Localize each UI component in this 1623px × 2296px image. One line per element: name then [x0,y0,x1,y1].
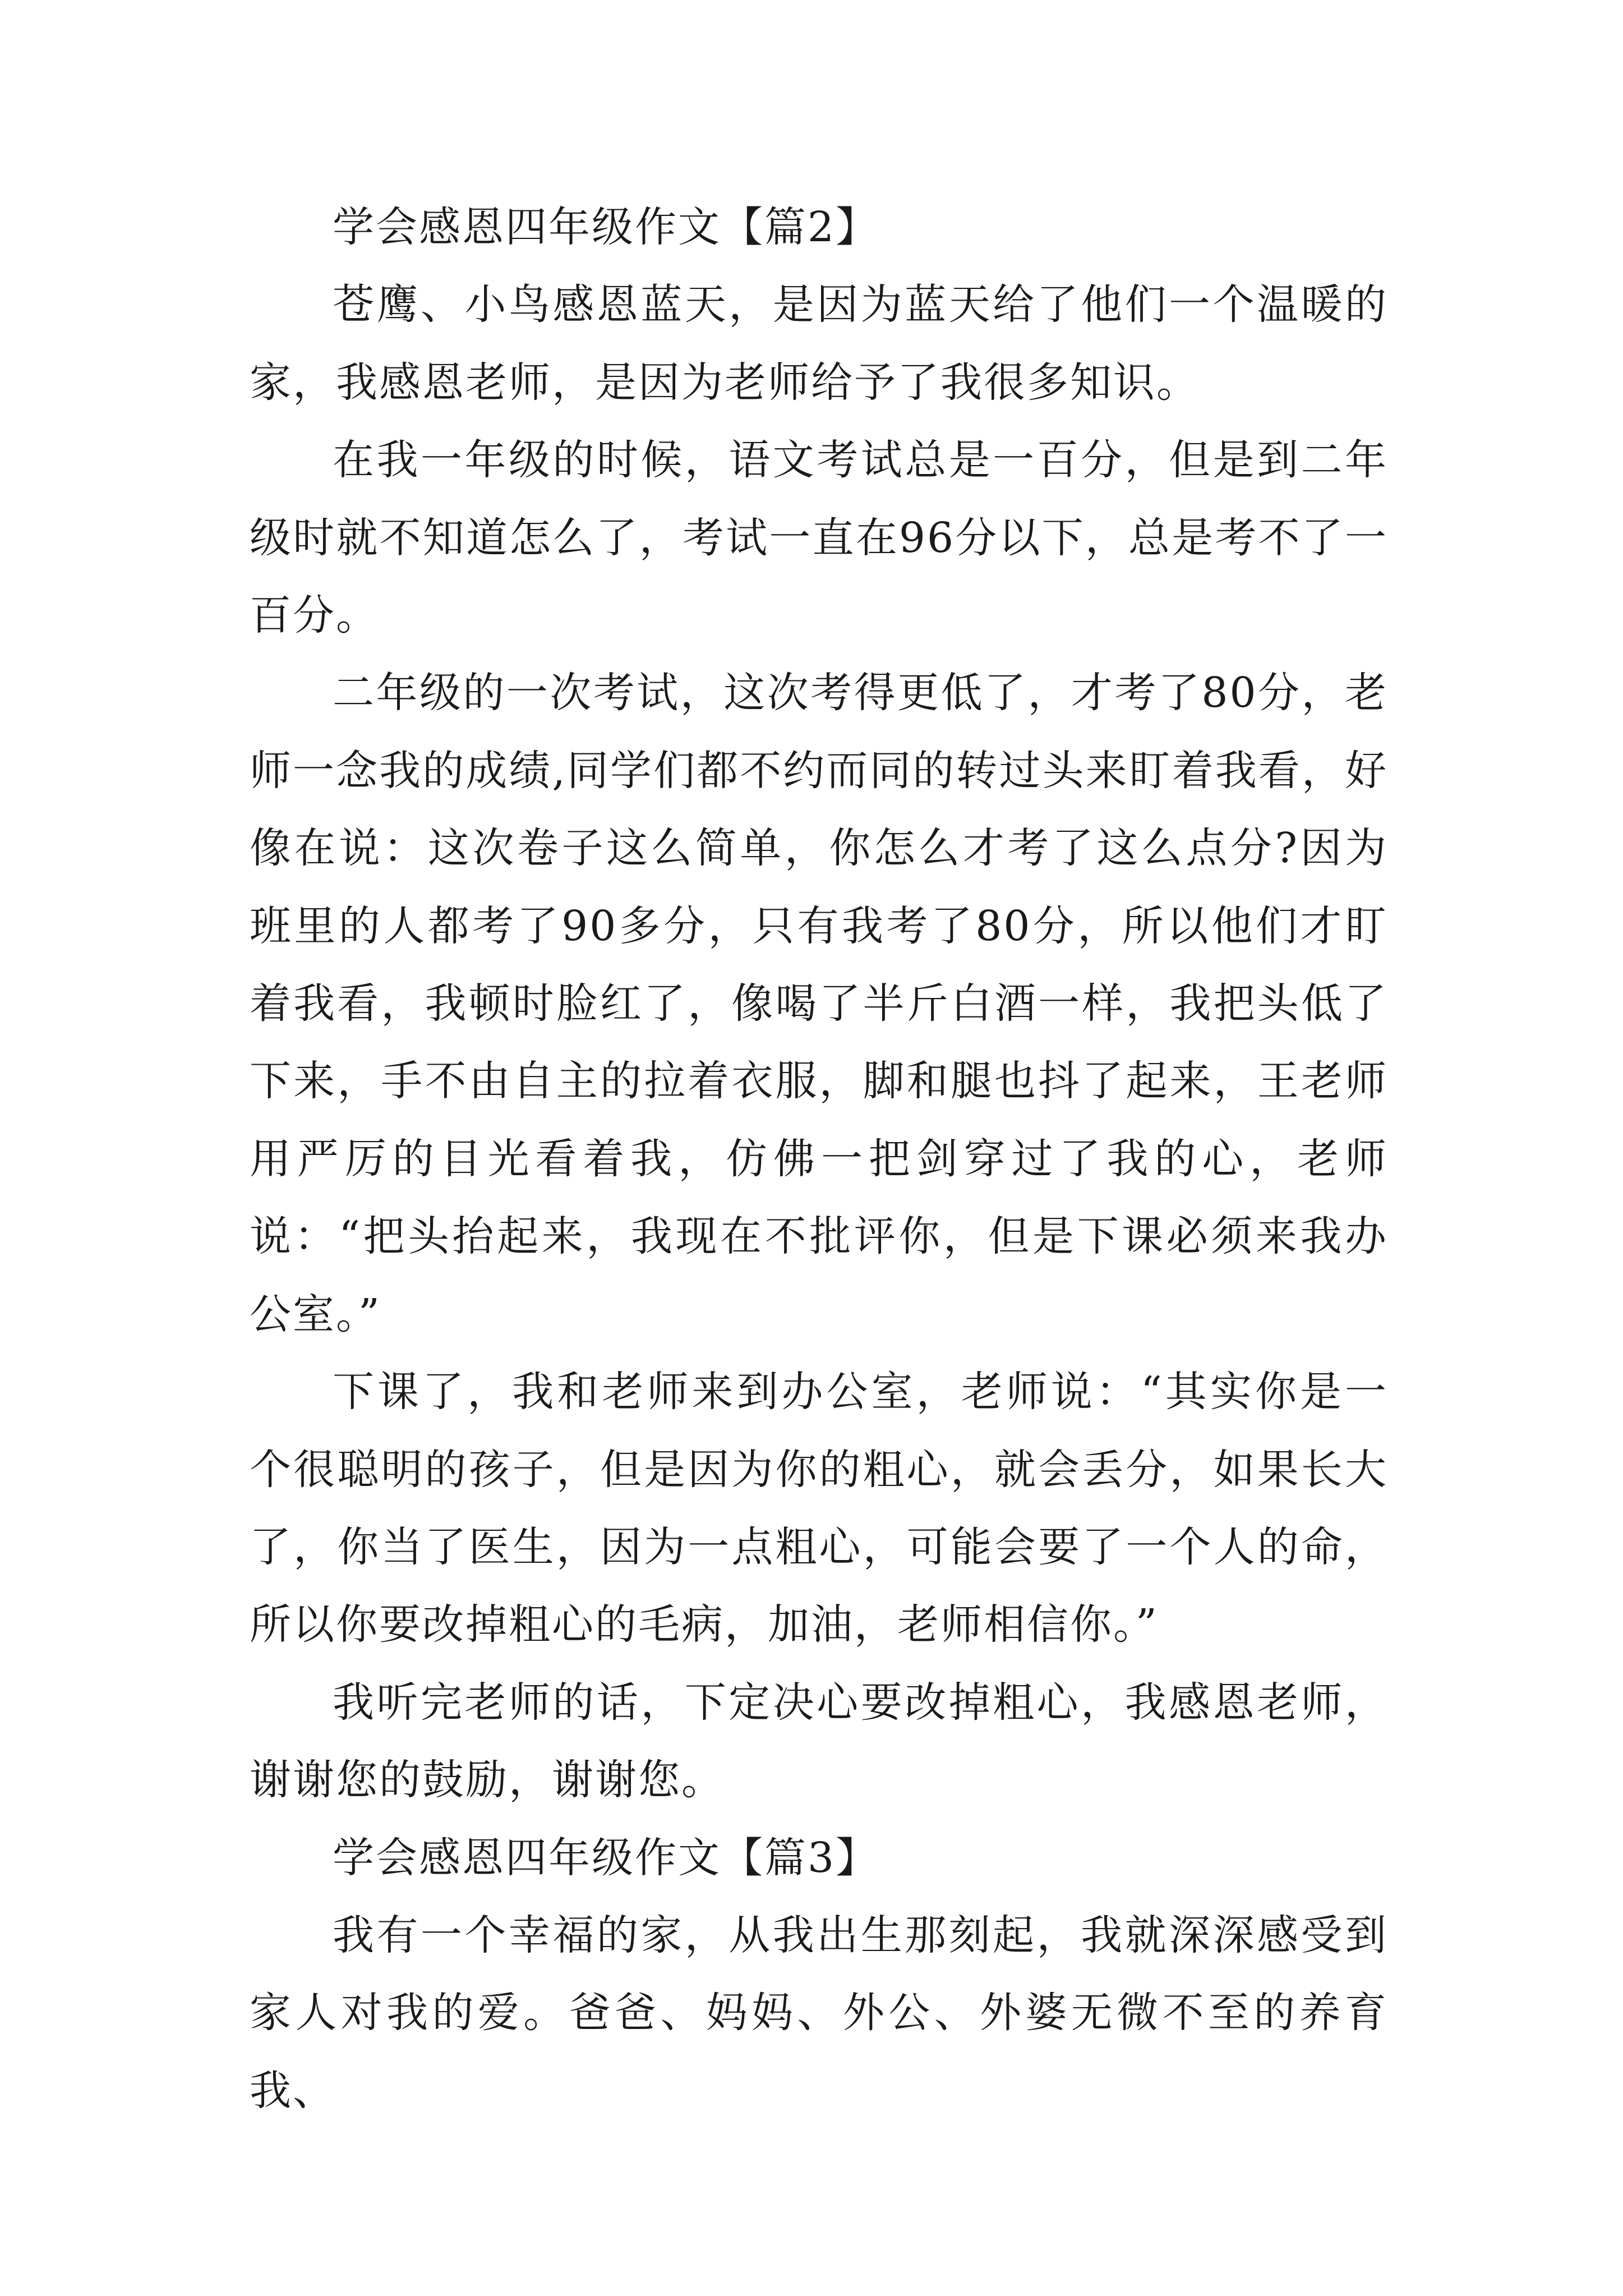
paragraph: 苍鹰、小鸟感恩蓝天，是因为蓝天给了他们一个温暖的家，我感恩老师，是因为老师给予了我很多知识。 [250,280,1388,407]
document-body [250,188,1388,2129]
paragraph: 二年级的一次考试，这次考得更低了，才考了80分，老师一念我的成绩,同学们都不约而同的转过头来盯着我看，好像在说：这次卷子这么简单，你怎么才考了这么点分?因为班里的人都考了90多分，只有我考了80分，所以他们才盯着我看，我顿时脸红了，像喝了半斤白酒一样，我把头低了下来，手不由自主的拉着衣服，脚和腿也抖了起来，王老师用严厉的目光看着我，仿佛一把剑穿过了我的心，老师说：“把头抬起来，我现在不批评你，但是下课必须来我办公室。” [250,669,1388,1338]
section-heading: 学会感恩四年级作文【篇3】 [333,1833,879,1882]
paragraph: 我听完老师的话，下定决心要改掉粗心，我感恩老师，谢谢您的鼓励，谢谢您。 [250,1678,1388,1805]
paragraph: 我有一个幸福的家，从我出生那刻起，我就深深感受到家人对我的爱。爸爸、妈妈、外公、外婆无微不至的养育我、 [250,1911,1388,2115]
paragraph: 下课了，我和老师来到办公室，老师说：“其实你是一个很聪明的孩子，但是因为你的粗心，就会丢分，如果长大了，你当了医生，因为一点粗心，可能会要了一个人的命，所以你要改掉粗心的毛病，加油，老师相信你。” [250,1368,1388,1649]
paragraph: 在我一年级的时候，语文考试总是一百分，但是到二年级时就不知道怎么了，考试一直在96分以下，总是考不了一百分。 [250,436,1388,640]
section-heading: 学会感恩四年级作文【篇2】 [333,203,879,251]
